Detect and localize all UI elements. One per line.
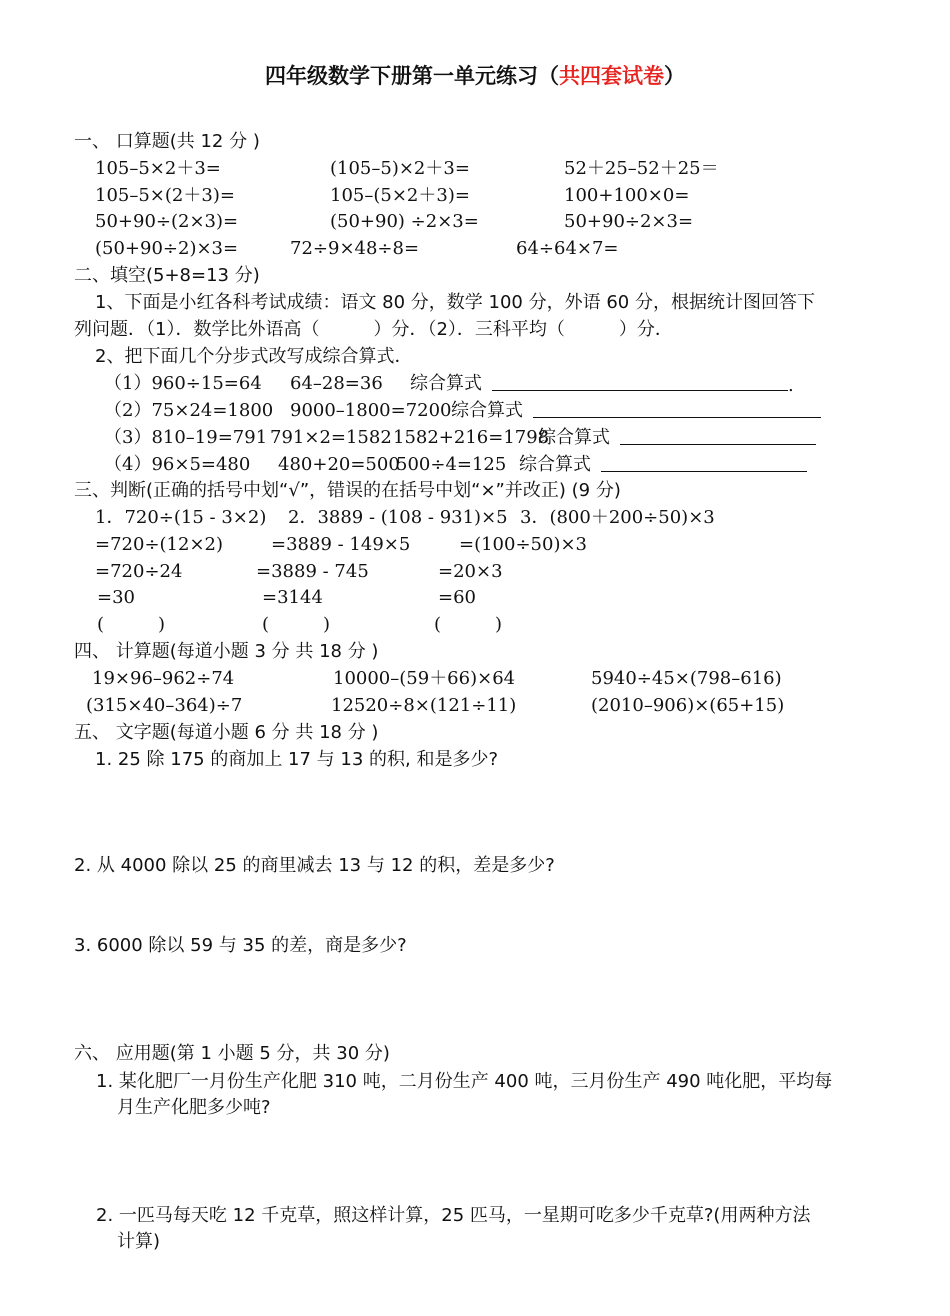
oral-problem: 64÷64×7= — [516, 238, 619, 259]
judge-line: =3144 — [262, 587, 323, 608]
step-expr: 791×2=1582 — [270, 427, 392, 448]
title-main: 四年级数学下册第一单元练习 — [265, 64, 538, 88]
step-expr: 96×5=480 — [151, 454, 251, 475]
step-row-1 — [104, 372, 262, 396]
step-expr: 64–28=36 — [290, 373, 383, 394]
row-end-mark: . — [788, 375, 794, 396]
oral-problem: (50+90) ÷2×3= — [330, 211, 479, 232]
judge-line: =720÷24 — [95, 561, 183, 582]
step-row-4 — [104, 453, 250, 477]
combined-label: 综合算式 — [451, 400, 523, 421]
step-expr: 480+20=500 — [278, 454, 400, 475]
judge-line: =30 — [97, 587, 135, 608]
step-number: （4） — [104, 454, 152, 475]
judge-line: =720÷(12×2) — [95, 534, 224, 555]
judge-line: =60 — [438, 587, 476, 608]
judge-line: =20×3 — [438, 561, 503, 582]
oral-problem: 105–5×2＋3= — [95, 158, 221, 179]
calc-problem: 19×96–962÷74 — [92, 668, 235, 689]
oral-problem: (50+90÷2)×3= — [95, 238, 239, 259]
judge-answer-box[interactable]: ( ) — [434, 614, 503, 635]
step-expr: 810–19=791 — [151, 427, 268, 448]
section-4-heading: 四、 计算题(每道小题 3 分 共 18 分 ) — [74, 641, 379, 662]
judge-answer-box[interactable]: ( ) — [262, 614, 331, 635]
step-expr: 1582+216=1798 — [393, 427, 550, 448]
step-row-2 — [104, 399, 273, 423]
answer-blank[interactable] — [492, 372, 794, 398]
step-number: （1） — [104, 373, 152, 394]
application-problem-1-cont: 月生产化肥多少吨? — [117, 1097, 271, 1118]
judge-line: =(100÷50)×3 — [459, 534, 588, 555]
judge-line: 1．720÷(15 - 3×2) — [95, 507, 267, 528]
step-expr: 500÷4=125 — [396, 454, 507, 475]
calc-problem: 5940÷45×(798–616) — [591, 668, 782, 689]
step-number: （3） — [104, 427, 152, 448]
step-number: （2） — [104, 400, 152, 421]
oral-problem: (105–5)×2＋3= — [330, 158, 470, 179]
oral-problem: 50+90÷(2×3)= — [95, 211, 239, 232]
word-problem-2: 2. 从 4000 除以 25 的商里减去 13 与 12 的积，差是多少? — [74, 855, 555, 876]
oral-problem: 50+90÷2×3= — [564, 211, 694, 232]
oral-problem: 105–(5×2＋3)= — [330, 185, 470, 206]
answer-blank[interactable] — [620, 426, 816, 452]
title-paren-open: （ — [538, 64, 559, 88]
oral-problem: 52＋25–52＋25＝ — [564, 158, 719, 179]
combined-label: 综合算式 — [410, 373, 482, 394]
oral-problem: 105–5×(2＋3)= — [95, 185, 235, 206]
calc-problem: (315×40–364)÷7 — [86, 695, 243, 716]
step-expr: 75×24=1800 — [151, 400, 274, 421]
fill-question-1-cont: 列问题．（1）．数学比外语高（ ）分．（2）．三科平均（ ）分． — [74, 319, 673, 340]
answer-blank[interactable] — [533, 399, 821, 425]
judge-line: 3．(800＋200÷50)×3 — [520, 507, 715, 528]
oral-problem: 100+100×0= — [564, 185, 690, 206]
application-problem-2-cont: 计算) — [117, 1231, 161, 1252]
step-expr: 9000–1800=7200 — [290, 400, 452, 421]
judge-answer-box[interactable]: ( ) — [97, 614, 166, 635]
calc-problem: 12520÷8×(121÷11) — [331, 695, 517, 716]
step-row-3 — [104, 426, 267, 450]
title-paren-close: ） — [664, 64, 685, 88]
judge-line: =3889 - 149×5 — [271, 534, 411, 555]
combined-label: 综合算式 — [538, 427, 610, 448]
answer-blank[interactable] — [601, 453, 807, 479]
application-problem-1: 1. 某化肥厂一月份生产化肥 310 吨，二月份生产 400 吨，三月份生产 490 吨化肥，平均每 — [96, 1071, 833, 1092]
page-title — [0, 60, 950, 90]
application-problem-2: 2. 一匹马每天吃 12 千克草，照这样计算，25 匹马，一星期可吃多少千克草?(用两种方法 — [96, 1205, 811, 1226]
title-highlight: 共四套试卷 — [559, 64, 664, 88]
section-5-heading: 五、 文字题(每道小题 6 分 共 18 分 ) — [74, 722, 379, 743]
calc-problem: (2010–906)×(65+15) — [591, 695, 785, 716]
word-problem-3: 3. 6000 除以 59 与 35 的差，商是多少? — [74, 935, 407, 956]
section-3-heading: 三、判断(正确的括号中划“√”，错误的在括号中划“×”并改正) (9 分) — [74, 480, 621, 501]
fill-question-2: 2、把下面几个分步式改写成综合算式． — [95, 346, 413, 367]
judge-line: 2．3889 - (108 - 931)×5 — [288, 507, 508, 528]
oral-problem: 72÷9×48÷8= — [290, 238, 420, 259]
section-6-heading: 六、 应用题(第 1 小题 5 分，共 30 分) — [74, 1043, 390, 1064]
step-expr: 960÷15=64 — [151, 373, 262, 394]
section-1-heading: 一、 口算题(共 12 分 ) — [74, 131, 260, 152]
fill-question-1: 1、下面是小红各科考试成绩：语文 80 分，数学 100 分，外语 60 分，根据统计图回答下 — [95, 292, 815, 313]
calc-problem: 10000–(59＋66)×64 — [333, 668, 516, 689]
section-2-heading: 二、填空(5+8=13 分) — [74, 265, 260, 286]
combined-label: 综合算式 — [519, 454, 591, 475]
word-problem-1: 1. 25 除 175 的商加上 17 与 13 的积, 和是多少? — [95, 749, 499, 770]
judge-line: =3889 - 745 — [256, 561, 369, 582]
